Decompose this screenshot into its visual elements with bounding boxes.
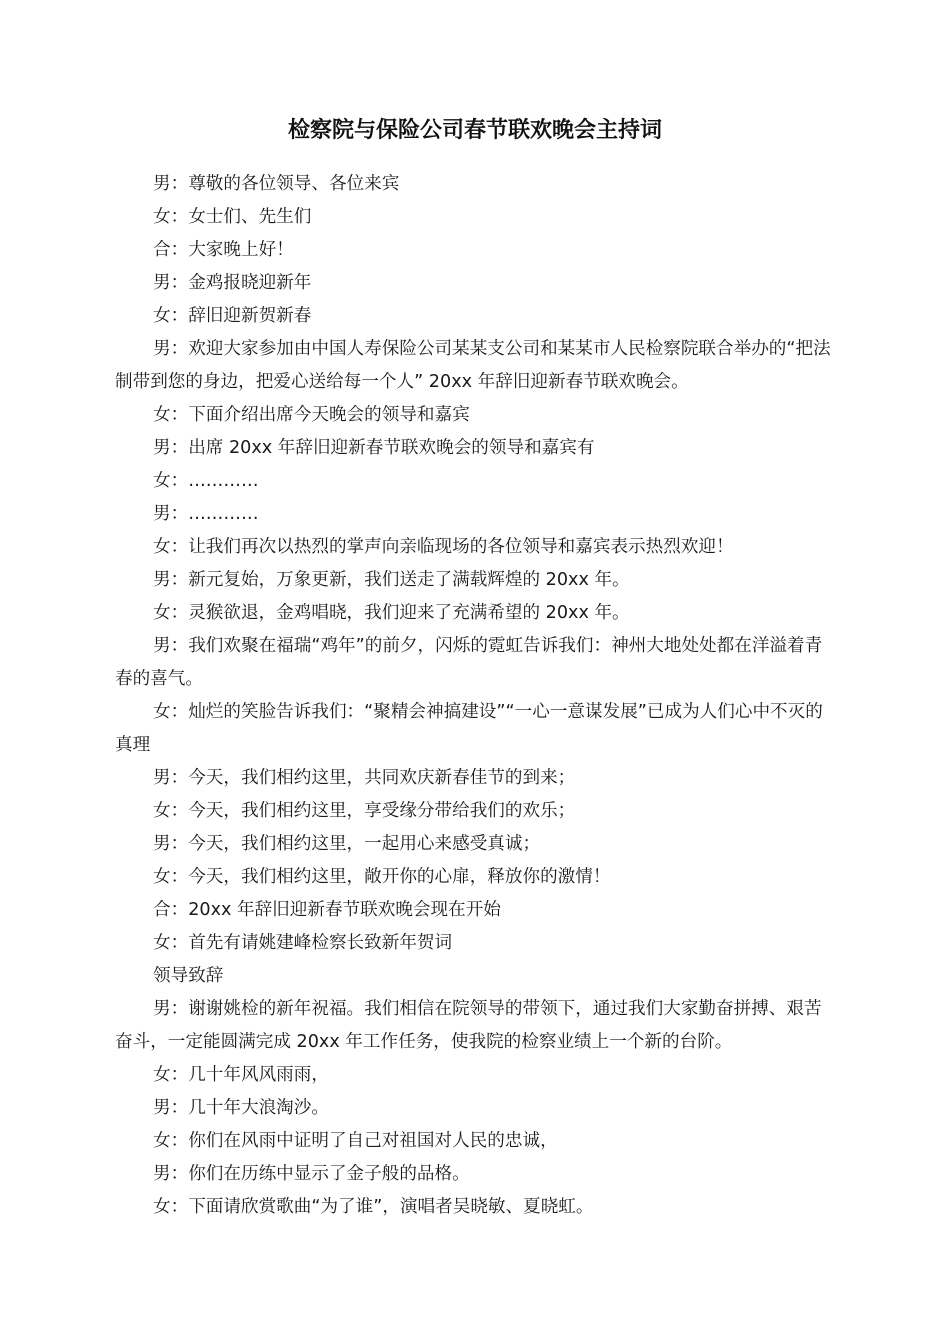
paragraph: 女：灿烂的笑脸告诉我们：“聚精会神搞建设”“一心一意谋发展”已成为人们心中不灭的真理 <box>115 702 823 755</box>
paragraph: 男：几十年大浪淘沙。 <box>153 1098 329 1118</box>
paragraph: 男：欢迎大家参加由中国人寿保险公司某某支公司和某某市人民检察院联合举办的“把法制带到您的身边，把爱心送给每一个人” 20xx 年辞旧迎新春节联欢晚会。 <box>115 339 831 392</box>
paragraph: 女：………… <box>153 471 259 491</box>
paragraph: 合：大家晚上好！ <box>153 240 294 260</box>
paragraph: 女：让我们再次以热烈的掌声向亲临现场的各位领导和嘉宾表示热烈欢迎！ <box>153 537 734 557</box>
paragraph: 女：辞旧迎新贺新春 <box>153 306 312 326</box>
paragraph: 男：今天，我们相约这里，一起用心来感受真诚； <box>153 834 541 854</box>
document-body <box>115 168 837 1224</box>
paragraph: 女：今天，我们相约这里，敞开你的心扉，释放你的激情！ <box>153 867 611 887</box>
paragraph: 男：你们在历练中显示了金子般的品格。 <box>153 1164 470 1184</box>
paragraph: 女：几十年风风雨雨， <box>153 1065 329 1085</box>
paragraph: 男：我们欢聚在福瑞“鸡年”的前夕，闪烁的霓虹告诉我们：神州大地处处都在洋溢着青春的喜气。 <box>115 636 823 689</box>
paragraph: 男：今天，我们相约这里，共同欢庆新春佳节的到来； <box>153 768 576 788</box>
paragraph: 女：下面请欣赏歌曲“为了谁”，演唱者吴晓敏、夏晓虹。 <box>153 1197 594 1217</box>
paragraph: 女：首先有请姚建峰检察长致新年贺词 <box>153 933 453 953</box>
paragraph: 男：谢谢姚检的新年祝福。我们相信在院领导的带领下，通过我们大家勤奋拼搏、艰苦奋斗，一定能圆满完成 20xx 年工作任务，使我院的检察业绩上一个新的台阶。 <box>115 999 822 1052</box>
document-title: 检察院与保险公司春节联欢晚会主持词 <box>287 118 662 143</box>
paragraph: 男：新元复始，万象更新，我们送走了满载辉煌的 20xx 年。 <box>153 570 630 590</box>
paragraph: 男：………… <box>153 504 259 524</box>
paragraph: 男：尊敬的各位领导、各位来宾 <box>153 174 400 194</box>
paragraph: 女：女士们、先生们 <box>153 207 312 227</box>
paragraph: 领导致辞 <box>153 966 224 986</box>
paragraph: 合：20xx 年辞旧迎新春节联欢晚会现在开始 <box>153 900 501 920</box>
paragraph: 男：出席 20xx 年辞旧迎新春节联欢晚会的领导和嘉宾有 <box>153 438 595 458</box>
paragraph: 女：下面介绍出席今天晚会的领导和嘉宾 <box>153 405 470 425</box>
paragraph: 女：你们在风雨中证明了自己对祖国对人民的忠诚， <box>153 1131 558 1151</box>
paragraph: 女：灵猴欲退，金鸡唱晓，我们迎来了充满希望的 20xx 年。 <box>153 603 630 623</box>
paragraph: 男：金鸡报晓迎新年 <box>153 273 312 293</box>
paragraph: 女：今天，我们相约这里，享受缘分带给我们的欢乐； <box>153 801 576 821</box>
